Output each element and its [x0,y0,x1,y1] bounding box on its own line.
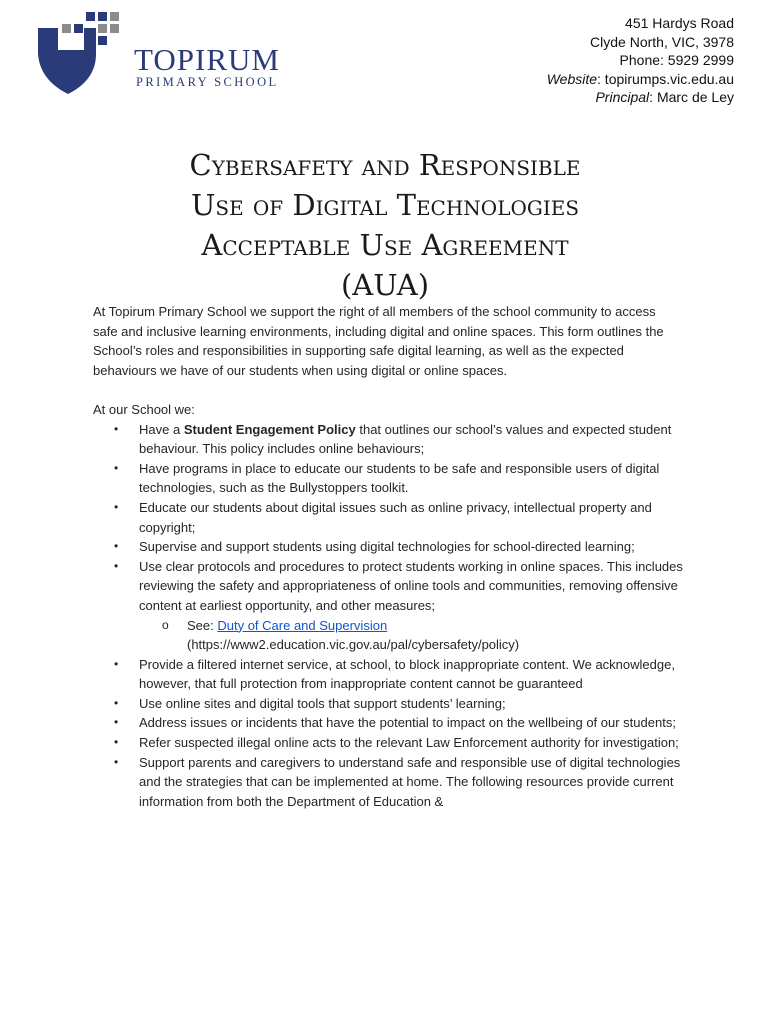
principal-label: Principal [595,89,650,105]
sub-list-item [139,616,683,655]
bullet-text: Use clear protocols and procedures to protect students working in online spaces. This includes reviewing the safety and appropriateness of online tools and communities, removing offensive content at earliest opportunity, and other measures; [139,558,683,613]
website [547,70,734,89]
list-item: • Have programs in place to educate our students to be safe and responsible users of digital technologies, such as the Bullystoppers toolkit. [93,459,683,498]
policy-name: Student Engagement Policy [183,421,356,437]
school-logo [36,10,306,98]
list-item: • Educate our students about digital issues such as online privacy, intellectual property and copyright; [93,498,683,537]
list-item [93,420,683,459]
see-label: See: [187,617,218,633]
school-contact-block [547,14,734,107]
title-line-1: Cybersafety and Responsible [189,148,581,182]
list-item: • Supervise and support students using digital technologies for school-directed learning; [93,537,683,557]
list-item: • Provide a filtered internet service, at school, to block inappropriate content. We acknowledge, however, that full protection from inappropriate content cannot be guaranteed [93,655,683,694]
phone: Phone: 5929 2999 [619,52,734,68]
address-line-1: 451 Hardys Road [625,15,734,31]
intro-paragraph: At Topirum Primary School we support the right of all members of the school community to access safe and inclusive learning environments, including digital and online spaces. This form outlines the School’s roles and responsibilities in supporting safe digital learning, as well as the expected behaviours we have of our students when using digital or online spaces. [93,304,664,378]
list-item: • Address issues or incidents that have the potential to impact on the wellbeing of our students; [93,713,683,733]
principal-value: : Marc de Ley [649,89,734,105]
document-body [93,302,683,811]
responsibilities-list [93,420,683,812]
title-line-3: Acceptable Use Agreement [201,228,569,262]
website-label: Website [546,70,598,87]
duty-of-care-link[interactable]: Duty of Care and Supervision [217,617,388,633]
list-item: • Use online sites and digital tools that support students’ learning; [93,694,683,714]
lead-text: At our School we: [93,401,195,417]
logo-name: TOPIRUM [134,42,280,77]
list-item: • Support parents and caregivers to understand safe and responsible use of digital technologies and the strategies that can be implemented at home. The following resources provide current information from both the Department of Education & [93,753,683,812]
sub-list [139,616,683,655]
document-title [0,145,770,305]
link-url-text: (https://www2.education.vic.gov.au/pal/cybersafety/policy) [187,637,520,653]
principal [547,88,734,107]
bullet-text: Have a [139,421,184,437]
title-line-2: Use of Digital Technologies [190,188,580,222]
bullet-text: that outlines our school’s values and expected student behaviour. This policy includes online behaviours; [139,421,672,457]
list-item: • Refer suspected illegal online acts to the relevant Law Enforcement authority for investigation; [93,733,683,753]
address-line-2: Clyde North, VIC, 3978 [590,33,734,50]
list-item [93,557,683,655]
shield-icon [36,10,136,98]
title-line-4: (AUA) [340,268,430,302]
spacer [93,380,683,400]
logo-subtitle: PRIMARY SCHOOL [136,75,279,89]
website-value: : topirumps.vic.edu.au [597,70,734,87]
